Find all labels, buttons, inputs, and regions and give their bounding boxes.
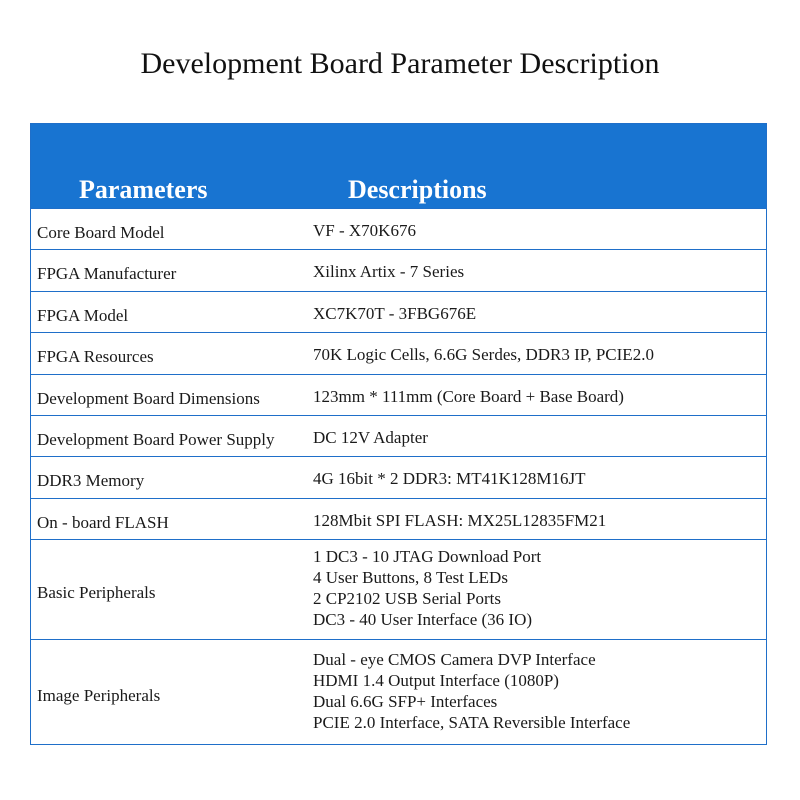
- table-row: [31, 291, 766, 332]
- row-label: Development Board Power Supply: [37, 430, 275, 449]
- row-value-line: HDMI 1.4 Output Interface (1080P): [313, 671, 559, 690]
- table-row: [31, 498, 766, 539]
- row-value: [313, 261, 464, 282]
- table-row: [31, 249, 766, 291]
- row-value: [313, 220, 416, 241]
- row-value-line: 4G 16bit * 2 DDR3: MT41K128M16JT: [313, 469, 586, 488]
- table-row: [31, 539, 766, 639]
- row-value: [313, 510, 606, 531]
- row-label: On - board FLASH: [37, 513, 169, 532]
- row-value: [313, 386, 624, 407]
- row-value: [313, 649, 630, 733]
- row-value-line: 70K Logic Cells, 6.6G Serdes, DDR3 IP, PCIE2.0: [313, 345, 654, 364]
- row-label: Development Board Dimensions: [37, 389, 260, 408]
- row-value-line: DC3 - 40 User Interface (36 IO): [313, 610, 533, 629]
- row-label: Core Board Model: [37, 223, 165, 242]
- table-row: [31, 415, 766, 456]
- row-value: [313, 427, 428, 448]
- row-value-line: XC7K70T - 3FBG676E: [313, 304, 477, 323]
- row-value: [313, 468, 585, 489]
- row-label: Image Peripherals: [37, 686, 161, 705]
- page-title: Development Board Parameter Description: [140, 47, 660, 80]
- row-value: [313, 344, 654, 365]
- row-label: FPGA Model: [37, 306, 129, 325]
- row-value-line: Dual 6.6G SFP+ Interfaces: [313, 692, 498, 711]
- row-label: DDR3 Memory: [37, 471, 145, 490]
- row-value-line: 2 CP2102 USB Serial Ports: [313, 589, 501, 608]
- row-value-line: 4 User Buttons, 8 Test LEDs: [313, 568, 508, 587]
- row-label: FPGA Resources: [37, 347, 154, 366]
- row-value-line: 123mm * 111mm (Core Board + Base Board): [313, 387, 624, 406]
- row-value-line: PCIE 2.0 Interface, SATA Reversible Interface: [313, 713, 631, 732]
- table-row: [31, 374, 766, 415]
- row-value-line: VF - X70K676: [313, 221, 416, 240]
- table-row: [31, 332, 766, 374]
- row-value-line: 128Mbit SPI FLASH: MX25L12835FM21: [313, 511, 607, 530]
- table-row: [31, 456, 766, 498]
- parameter-table: [30, 123, 767, 745]
- table-header: [31, 124, 766, 208]
- row-value-line: Dual - eye CMOS Camera DVP Interface: [313, 650, 596, 669]
- row-value: [313, 303, 476, 324]
- row-label: Basic Peripherals: [37, 583, 156, 602]
- row-value-line: DC 12V Adapter: [313, 428, 428, 447]
- header-descriptions: Descriptions: [348, 175, 487, 204]
- row-value: [313, 546, 541, 630]
- table-row: [31, 639, 766, 745]
- row-value-line: 1 DC3 - 10 JTAG Download Port: [313, 547, 542, 566]
- row-value-line: Xilinx Artix - 7 Series: [313, 262, 465, 281]
- header-parameters: Parameters: [79, 175, 208, 204]
- row-label: FPGA Manufacturer: [37, 264, 177, 283]
- table-row: [31, 208, 766, 249]
